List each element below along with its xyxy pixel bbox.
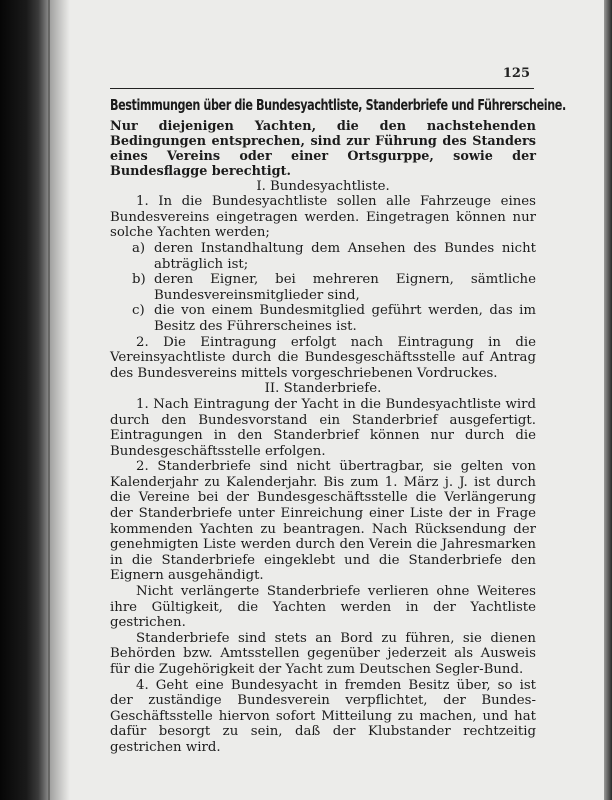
list-item-text: die von einem Bundesmitglied geführt werden, das im Besitz des Führerscheines ist. [154, 303, 536, 334]
page-number: 125 [502, 66, 530, 81]
book-right-edge [604, 0, 612, 800]
section1-paragraph-2: 2. Die Eintragung erfolgt nach Eintragung in die Vereinsyachtliste durch die Bundesgeschäftsstelle auf Antrag des Bundesvereins mittels vorgeschriebenen Vordruckes. [110, 334, 536, 381]
intro-paragraph: Nur diejenigen Yachten, die den nachstehenden Bedingungen entsprechen, sind zur Führung des Standers eines Vereins oder einer Ortsgurppe, sowie der Bundesflagge berechtigt. [110, 118, 536, 179]
page-content [110, 96, 566, 756]
section2-paragraph-1: 1. Nach Eintragung der Yacht in die Bundesyachtliste wird durch den Bundesvorstand ein Standerbrief ausgefertigt. Eintragungen in den Standerbrief können nur durch die Bundesgeschäftsstelle erfolgen. [110, 396, 536, 459]
header-rule [110, 88, 534, 89]
section2-paragraph-3: Nicht verlängerte Standerbriefe verlieren ohne Weiteres ihre Gültigkeit, die Yachten werden in der Yachtliste gestrichen. [110, 584, 536, 631]
section2-paragraph-5: 4. Geht eine Bundesyacht in fremden Besitz über, so ist der zuständige Bundesverein verpflichtet, der Bundes-Geschäftsstelle hiervon sofort Mitteilung zu machen, und hat dafür besorgt zu sein, daß der Klubstander rechtzeitig gestrichen wird. [110, 677, 536, 755]
list-item-label: b) [132, 272, 146, 288]
list-item-label: a) [132, 240, 146, 256]
section2-paragraph-2: 2. Standerbriefe sind nicht übertragbar, sie gelten von Kalenderjahr zu Kalenderjahr. Bis zum 1. März j. J. ist durch die Vereine bei der Bundesgeschäftsstelle die Verlängerung der Standerbriefe unter Einreichung einer Liste der in Frage kommenden Yachten zu beantragen. Nach Rücksendung der genehmigten Liste werden durch den Verein die Jahresmarken in die Standerbriefe eingeklebt und die Standerbriefe den Eignern ausgehändigt. [110, 459, 536, 584]
list-item-text: deren Instandhaltung dem Ansehen des Bundes nicht abträglich ist; [154, 240, 536, 272]
section1-paragraph-1: 1. In die Bundesyachtliste sollen alle Fahrzeuge eines Bundesvereins eingetragen werden. Eingetragen können nur solche Yachten werden; [110, 194, 536, 241]
book-left-edge [0, 0, 48, 800]
page-heading: Bestimmungen über die Bundesyachtliste, Standerbriefe und Führerscheine. [110, 96, 566, 114]
list-item [110, 272, 536, 303]
section-title-standerbriefe: II. Standerbriefe. [264, 381, 382, 397]
list-item-text: deren Eigner, bei mehreren Eignern, sämtliche Bundesvereinsmitglieder sind, [154, 272, 536, 303]
list-item [110, 241, 536, 272]
gutter-shadow [48, 0, 70, 800]
section2-paragraph-4: Standerbriefe sind stets an Bord zu führen, sie dienen Behörden bzw. Amtsstellen gegenüber jederzeit als Ausweis für die Zugehörigkeit der Yacht zum Deutschen Segler-Bund. [110, 630, 536, 677]
section-title-bundesyachtliste: I. Bundesyachtliste. [256, 178, 390, 194]
list-item [110, 303, 536, 334]
list-item-label: c) [132, 303, 145, 319]
